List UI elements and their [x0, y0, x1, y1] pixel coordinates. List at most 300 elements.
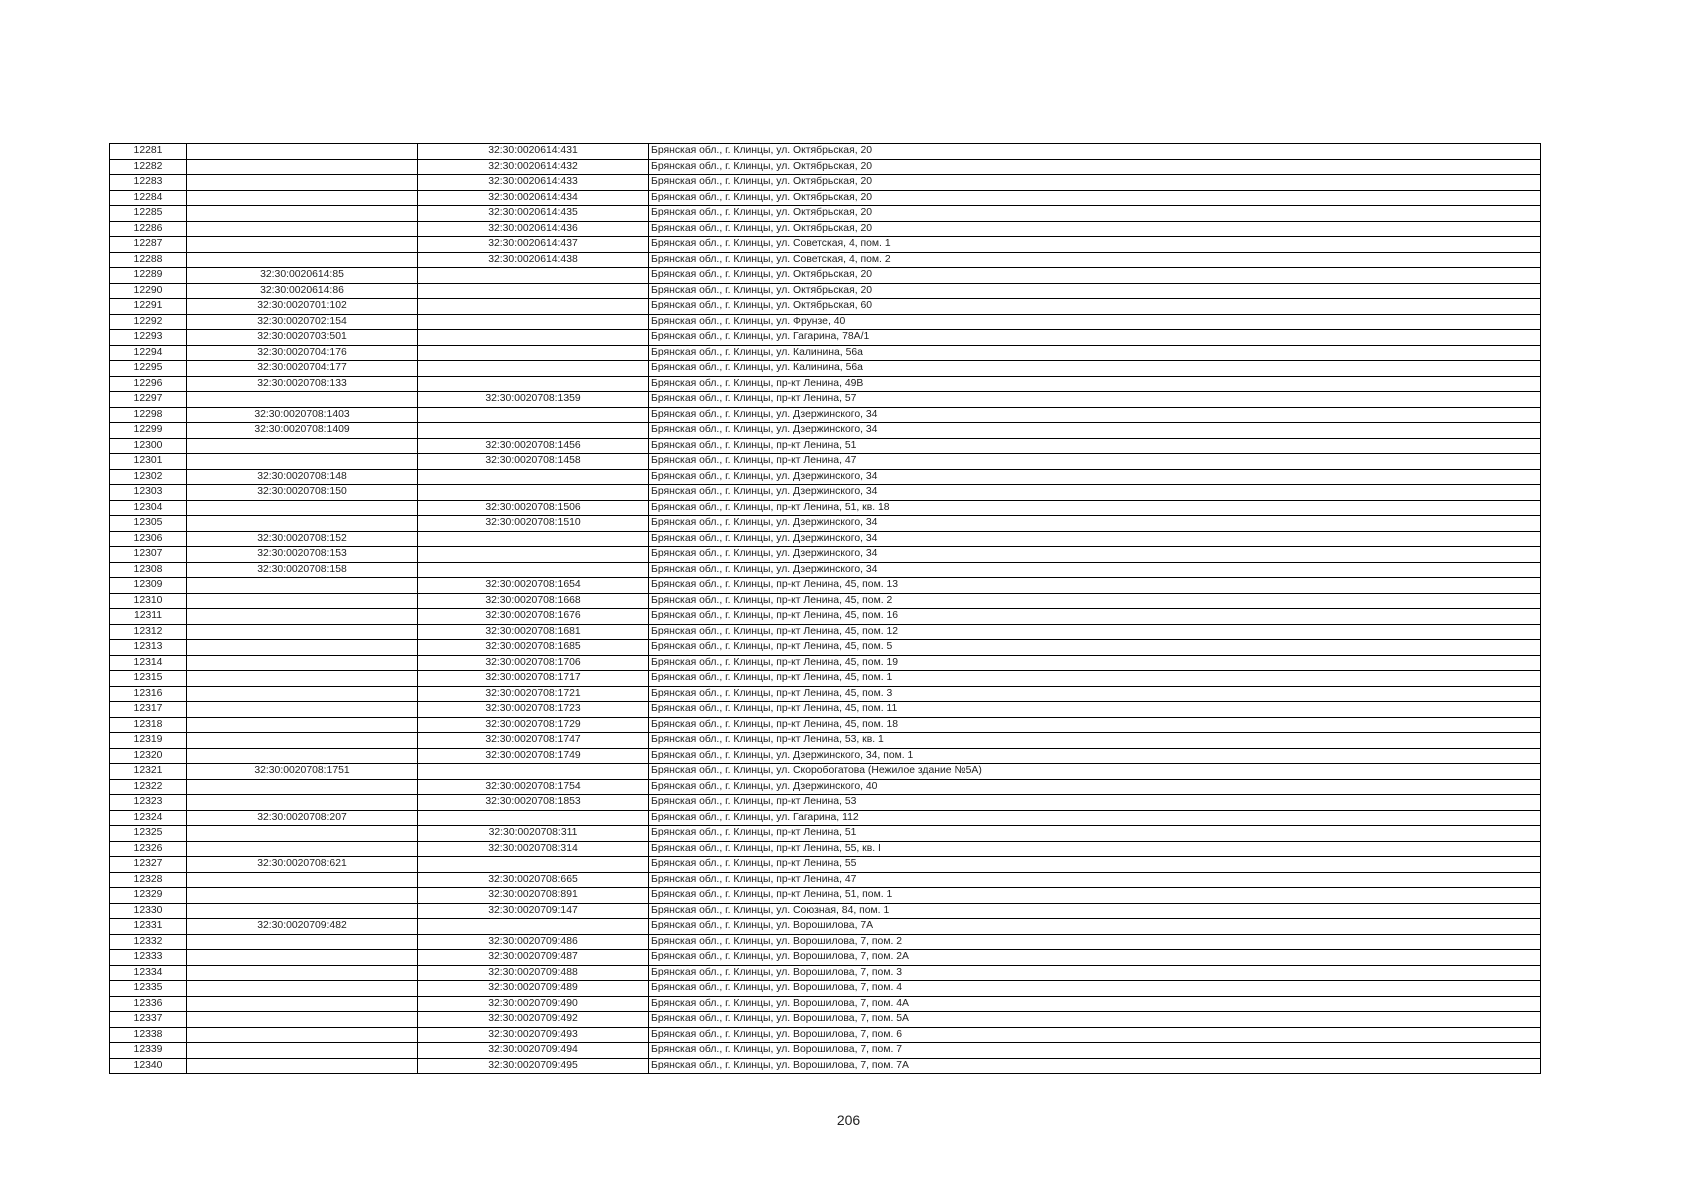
address-cell: Брянская обл., г. Клинцы, ул. Ворошилова, 7, пом. 6 [649, 1027, 1541, 1043]
table-row [110, 1043, 1541, 1059]
address-cell: Брянская обл., г. Клинцы, ул. Октябрьская, 20 [649, 175, 1541, 191]
cadastral-number-cell [187, 981, 418, 997]
cadastral-number-cell [187, 206, 418, 222]
row-number-cell: 12285 [110, 206, 187, 222]
cadastral-number-cell [187, 733, 418, 749]
row-number-cell: 12322 [110, 779, 187, 795]
address-cell: Брянская обл., г. Клинцы, ул. Дзержинского, 34 [649, 469, 1541, 485]
table-row [110, 144, 1541, 160]
cadastral-number-cell [187, 175, 418, 191]
registry-table-container [109, 143, 1541, 1074]
cadastral-number-cell [187, 826, 418, 842]
cadastral-number-premises-cell [418, 857, 649, 873]
row-number-cell: 12293 [110, 330, 187, 346]
address-cell: Брянская обл., г. Клинцы, ул. Союзная, 84, пом. 1 [649, 903, 1541, 919]
row-number-cell: 12282 [110, 159, 187, 175]
address-cell: Брянская обл., г. Клинцы, пр-кт Ленина, 45, пом. 5 [649, 640, 1541, 656]
cadastral-number-premises-cell [418, 345, 649, 361]
cadastral-number-premises-cell [418, 469, 649, 485]
table-row [110, 531, 1541, 547]
cadastral-number-premises-cell: 32:30:0020708:891 [418, 888, 649, 904]
table-row [110, 159, 1541, 175]
cadastral-number-premises-cell [418, 299, 649, 315]
row-number-cell: 12319 [110, 733, 187, 749]
address-cell: Брянская обл., г. Клинцы, пр-кт Ленина, 55, кв. I [649, 841, 1541, 857]
cadastral-number-premises-cell [418, 423, 649, 439]
cadastral-number-premises-cell: 32:30:0020709:147 [418, 903, 649, 919]
table-row [110, 996, 1541, 1012]
table-row [110, 454, 1541, 470]
address-cell: Брянская обл., г. Клинцы, пр-кт Ленина, 51, кв. 18 [649, 500, 1541, 516]
row-number-cell: 12288 [110, 252, 187, 268]
cadastral-number-cell [187, 593, 418, 609]
table-row [110, 206, 1541, 222]
address-cell: Брянская обл., г. Клинцы, ул. Дзержинского, 34 [649, 562, 1541, 578]
table-row [110, 423, 1541, 439]
cadastral-number-premises-cell: 32:30:0020708:1754 [418, 779, 649, 795]
table-row [110, 1012, 1541, 1028]
table-row [110, 268, 1541, 284]
row-number-cell: 12283 [110, 175, 187, 191]
row-number-cell: 12307 [110, 547, 187, 563]
cadastral-number-premises-cell: 32:30:0020709:495 [418, 1058, 649, 1074]
address-cell: Брянская обл., г. Клинцы, ул. Октябрьская, 20 [649, 268, 1541, 284]
table-row [110, 965, 1541, 981]
table-row [110, 826, 1541, 842]
table-row [110, 407, 1541, 423]
cadastral-number-premises-cell [418, 810, 649, 826]
cadastral-number-cell [187, 702, 418, 718]
address-cell: Брянская обл., г. Клинцы, ул. Советская, 4, пом. 2 [649, 252, 1541, 268]
cadastral-number-premises-cell: 32:30:0020708:314 [418, 841, 649, 857]
cadastral-number-cell: 32:30:0020708:158 [187, 562, 418, 578]
row-number-cell: 12286 [110, 221, 187, 237]
table-row [110, 438, 1541, 454]
cadastral-number-cell: 32:30:0020704:176 [187, 345, 418, 361]
address-cell: Брянская обл., г. Клинцы, ул. Ворошилова, 7, пом. 2А [649, 950, 1541, 966]
cadastral-number-cell [187, 252, 418, 268]
cadastral-number-premises-cell: 32:30:0020709:493 [418, 1027, 649, 1043]
cadastral-number-cell [187, 950, 418, 966]
address-cell: Брянская обл., г. Клинцы, ул. Дзержинского, 34 [649, 485, 1541, 501]
cadastral-number-premises-cell: 32:30:0020709:489 [418, 981, 649, 997]
cadastral-number-premises-cell: 32:30:0020708:311 [418, 826, 649, 842]
cadastral-number-premises-cell [418, 283, 649, 299]
row-number-cell: 12327 [110, 857, 187, 873]
address-cell: Брянская обл., г. Клинцы, пр-кт Ленина, 51, пом. 1 [649, 888, 1541, 904]
row-number-cell: 12301 [110, 454, 187, 470]
cadastral-number-cell: 32:30:0020709:482 [187, 919, 418, 935]
table-row [110, 516, 1541, 532]
cadastral-number-cell [187, 1058, 418, 1074]
cadastral-number-premises-cell: 32:30:0020709:492 [418, 1012, 649, 1028]
table-row [110, 779, 1541, 795]
row-number-cell: 12337 [110, 1012, 187, 1028]
cadastral-number-premises-cell [418, 407, 649, 423]
table-row [110, 934, 1541, 950]
cadastral-number-cell [187, 903, 418, 919]
row-number-cell: 12336 [110, 996, 187, 1012]
table-row [110, 872, 1541, 888]
cadastral-number-cell: 32:30:0020614:86 [187, 283, 418, 299]
table-row [110, 748, 1541, 764]
cadastral-number-cell [187, 1012, 418, 1028]
table-row [110, 733, 1541, 749]
cadastral-number-cell: 32:30:0020704:177 [187, 361, 418, 377]
row-number-cell: 12313 [110, 640, 187, 656]
table-row [110, 981, 1541, 997]
cadastral-number-premises-cell: 32:30:0020614:434 [418, 190, 649, 206]
table-row [110, 919, 1541, 935]
cadastral-number-cell [187, 1027, 418, 1043]
address-cell: Брянская обл., г. Клинцы, ул. Ворошилова, 7, пом. 7А [649, 1058, 1541, 1074]
cadastral-number-cell [187, 578, 418, 594]
cadastral-number-premises-cell [418, 919, 649, 935]
table-row [110, 252, 1541, 268]
address-cell: Брянская обл., г. Клинцы, ул. Ворошилова, 7, пом. 3 [649, 965, 1541, 981]
address-cell: Брянская обл., г. Клинцы, пр-кт Ленина, 45, пом. 3 [649, 686, 1541, 702]
table-row [110, 562, 1541, 578]
row-number-cell: 12295 [110, 361, 187, 377]
row-number-cell: 12330 [110, 903, 187, 919]
table-row [110, 376, 1541, 392]
cadastral-number-premises-cell: 32:30:0020709:490 [418, 996, 649, 1012]
address-cell: Брянская обл., г. Клинцы, пр-кт Ленина, 45, пом. 16 [649, 609, 1541, 625]
address-cell: Брянская обл., г. Клинцы, пр-кт Ленина, 53, кв. 1 [649, 733, 1541, 749]
table-row [110, 330, 1541, 346]
cadastral-number-cell: 32:30:0020708:153 [187, 547, 418, 563]
table-row [110, 345, 1541, 361]
cadastral-number-cell: 32:30:0020708:150 [187, 485, 418, 501]
address-cell: Брянская обл., г. Клинцы, ул. Гагарина, 112 [649, 810, 1541, 826]
cadastral-number-premises-cell: 32:30:0020708:1723 [418, 702, 649, 718]
cadastral-number-premises-cell: 32:30:0020708:1721 [418, 686, 649, 702]
cadastral-number-premises-cell: 32:30:0020708:1359 [418, 392, 649, 408]
cadastral-number-premises-cell [418, 562, 649, 578]
table-row [110, 547, 1541, 563]
row-number-cell: 12281 [110, 144, 187, 160]
row-number-cell: 12317 [110, 702, 187, 718]
cadastral-number-cell: 32:30:0020702:154 [187, 314, 418, 330]
table-row [110, 640, 1541, 656]
table-row [110, 1058, 1541, 1074]
cadastral-number-premises-cell: 32:30:0020708:1510 [418, 516, 649, 532]
address-cell: Брянская обл., г. Клинцы, ул. Октябрьская, 20 [649, 144, 1541, 160]
cadastral-number-premises-cell: 32:30:0020708:1681 [418, 624, 649, 640]
table-row [110, 314, 1541, 330]
table-row [110, 950, 1541, 966]
address-cell: Брянская обл., г. Клинцы, ул. Ворошилова, 7А [649, 919, 1541, 935]
table-row [110, 841, 1541, 857]
address-cell: Брянская обл., г. Клинцы, пр-кт Ленина, 53 [649, 795, 1541, 811]
table-row [110, 702, 1541, 718]
row-number-cell: 12309 [110, 578, 187, 594]
row-number-cell: 12324 [110, 810, 187, 826]
cadastral-number-premises-cell: 32:30:0020708:1706 [418, 655, 649, 671]
row-number-cell: 12323 [110, 795, 187, 811]
cadastral-number-cell [187, 748, 418, 764]
cadastral-number-cell [187, 841, 418, 857]
cadastral-number-premises-cell [418, 376, 649, 392]
address-cell: Брянская обл., г. Клинцы, ул. Калинина, 56а [649, 345, 1541, 361]
cadastral-number-premises-cell: 32:30:0020709:486 [418, 934, 649, 950]
cadastral-number-premises-cell: 32:30:0020708:1749 [418, 748, 649, 764]
table-row [110, 485, 1541, 501]
cadastral-number-premises-cell: 32:30:0020614:436 [418, 221, 649, 237]
cadastral-number-premises-cell: 32:30:0020708:1685 [418, 640, 649, 656]
row-number-cell: 12325 [110, 826, 187, 842]
cadastral-number-premises-cell: 32:30:0020708:1668 [418, 593, 649, 609]
address-cell: Брянская обл., г. Клинцы, пр-кт Ленина, 45, пом. 13 [649, 578, 1541, 594]
address-cell: Брянская обл., г. Клинцы, ул. Дзержинского, 34 [649, 547, 1541, 563]
cadastral-number-cell: 32:30:0020614:85 [187, 268, 418, 284]
table-row [110, 500, 1541, 516]
registry-table [109, 143, 1541, 1074]
row-number-cell: 12331 [110, 919, 187, 935]
row-number-cell: 12321 [110, 764, 187, 780]
table-row [110, 1027, 1541, 1043]
cadastral-number-cell [187, 965, 418, 981]
row-number-cell: 12300 [110, 438, 187, 454]
address-cell: Брянская обл., г. Клинцы, пр-кт Ленина, 49В [649, 376, 1541, 392]
row-number-cell: 12302 [110, 469, 187, 485]
cadastral-number-cell [187, 237, 418, 253]
address-cell: Брянская обл., г. Клинцы, пр-кт Ленина, 57 [649, 392, 1541, 408]
row-number-cell: 12318 [110, 717, 187, 733]
table-row [110, 190, 1541, 206]
row-number-cell: 12334 [110, 965, 187, 981]
cadastral-number-cell [187, 655, 418, 671]
cadastral-number-cell [187, 609, 418, 625]
address-cell: Брянская обл., г. Клинцы, ул. Ворошилова, 7, пом. 4А [649, 996, 1541, 1012]
row-number-cell: 12335 [110, 981, 187, 997]
address-cell: Брянская обл., г. Клинцы, пр-кт Ленина, 45, пом. 12 [649, 624, 1541, 640]
cadastral-number-cell [187, 779, 418, 795]
address-cell: Брянская обл., г. Клинцы, ул. Дзержинского, 34 [649, 531, 1541, 547]
registry-table-body [110, 144, 1541, 1074]
table-row [110, 655, 1541, 671]
cadastral-number-cell [187, 624, 418, 640]
cadastral-number-premises-cell [418, 547, 649, 563]
row-number-cell: 12310 [110, 593, 187, 609]
cadastral-number-premises-cell: 32:30:0020708:1506 [418, 500, 649, 516]
address-cell: Брянская обл., г. Клинцы, ул. Гагарина, 78А/1 [649, 330, 1541, 346]
address-cell: Брянская обл., г. Клинцы, пр-кт Ленина, 45, пом. 1 [649, 671, 1541, 687]
row-number-cell: 12338 [110, 1027, 187, 1043]
cadastral-number-premises-cell: 32:30:0020614:433 [418, 175, 649, 191]
table-row [110, 299, 1541, 315]
address-cell: Брянская обл., г. Клинцы, ул. Дзержинского, 34 [649, 407, 1541, 423]
cadastral-number-premises-cell: 32:30:0020709:487 [418, 950, 649, 966]
cadastral-number-cell [187, 454, 418, 470]
row-number-cell: 12292 [110, 314, 187, 330]
cadastral-number-cell: 32:30:0020708:1403 [187, 407, 418, 423]
row-number-cell: 12340 [110, 1058, 187, 1074]
cadastral-number-cell [187, 717, 418, 733]
row-number-cell: 12314 [110, 655, 187, 671]
cadastral-number-cell: 32:30:0020708:152 [187, 531, 418, 547]
row-number-cell: 12306 [110, 531, 187, 547]
row-number-cell: 12316 [110, 686, 187, 702]
cadastral-number-premises-cell [418, 314, 649, 330]
row-number-cell: 12320 [110, 748, 187, 764]
cadastral-number-cell [187, 640, 418, 656]
address-cell: Брянская обл., г. Клинцы, пр-кт Ленина, 45, пом. 2 [649, 593, 1541, 609]
table-row [110, 903, 1541, 919]
address-cell: Брянская обл., г. Клинцы, ул. Октябрьская, 20 [649, 283, 1541, 299]
row-number-cell: 12329 [110, 888, 187, 904]
row-number-cell: 12339 [110, 1043, 187, 1059]
address-cell: Брянская обл., г. Клинцы, ул. Дзержинского, 34 [649, 423, 1541, 439]
row-number-cell: 12290 [110, 283, 187, 299]
table-row [110, 593, 1541, 609]
cadastral-number-premises-cell: 32:30:0020614:431 [418, 144, 649, 160]
table-row [110, 175, 1541, 191]
address-cell: Брянская обл., г. Клинцы, ул. Ворошилова, 7, пом. 7 [649, 1043, 1541, 1059]
cadastral-number-premises-cell: 32:30:0020709:488 [418, 965, 649, 981]
cadastral-number-cell [187, 888, 418, 904]
address-cell: Брянская обл., г. Клинцы, пр-кт Ленина, 47 [649, 454, 1541, 470]
address-cell: Брянская обл., г. Клинцы, ул. Ворошилова, 7, пом. 5А [649, 1012, 1541, 1028]
cadastral-number-cell [187, 144, 418, 160]
table-row [110, 764, 1541, 780]
cadastral-number-cell [187, 1043, 418, 1059]
cadastral-number-premises-cell: 32:30:0020708:1676 [418, 609, 649, 625]
row-number-cell: 12328 [110, 872, 187, 888]
cadastral-number-premises-cell: 32:30:0020614:438 [418, 252, 649, 268]
cadastral-number-premises-cell: 32:30:0020708:1458 [418, 454, 649, 470]
row-number-cell: 12305 [110, 516, 187, 532]
row-number-cell: 12326 [110, 841, 187, 857]
row-number-cell: 12298 [110, 407, 187, 423]
row-number-cell: 12308 [110, 562, 187, 578]
cadastral-number-cell [187, 438, 418, 454]
table-row [110, 857, 1541, 873]
cadastral-number-cell [187, 190, 418, 206]
table-row [110, 283, 1541, 299]
cadastral-number-premises-cell [418, 361, 649, 377]
address-cell: Брянская обл., г. Клинцы, ул. Дзержинского, 40 [649, 779, 1541, 795]
page-number: 206 [836, 1112, 861, 1128]
table-row [110, 795, 1541, 811]
row-number-cell: 12312 [110, 624, 187, 640]
cadastral-number-premises-cell: 32:30:0020708:1654 [418, 578, 649, 594]
cadastral-number-premises-cell: 32:30:0020708:665 [418, 872, 649, 888]
cadastral-number-premises-cell: 32:30:0020708:1853 [418, 795, 649, 811]
cadastral-number-premises-cell: 32:30:0020708:1729 [418, 717, 649, 733]
row-number-cell: 12297 [110, 392, 187, 408]
address-cell: Брянская обл., г. Клинцы, ул. Калинина, 56а [649, 361, 1541, 377]
row-number-cell: 12291 [110, 299, 187, 315]
table-row [110, 686, 1541, 702]
address-cell: Брянская обл., г. Клинцы, ул. Октябрьская, 20 [649, 190, 1541, 206]
cadastral-number-premises-cell [418, 764, 649, 780]
row-number-cell: 12303 [110, 485, 187, 501]
table-row [110, 221, 1541, 237]
row-number-cell: 12333 [110, 950, 187, 966]
address-cell: Брянская обл., г. Клинцы, ул. Октябрьская, 20 [649, 221, 1541, 237]
address-cell: Брянская обл., г. Клинцы, пр-кт Ленина, 51 [649, 438, 1541, 454]
address-cell: Брянская обл., г. Клинцы, ул. Октябрьская, 20 [649, 206, 1541, 222]
cadastral-number-cell: 32:30:0020708:148 [187, 469, 418, 485]
row-number-cell: 12284 [110, 190, 187, 206]
table-row [110, 717, 1541, 733]
cadastral-number-cell [187, 221, 418, 237]
row-number-cell: 12289 [110, 268, 187, 284]
address-cell: Брянская обл., г. Клинцы, пр-кт Ленина, 51 [649, 826, 1541, 842]
cadastral-number-cell: 32:30:0020708:133 [187, 376, 418, 392]
address-cell: Брянская обл., г. Клинцы, пр-кт Ленина, 45, пом. 19 [649, 655, 1541, 671]
cadastral-number-premises-cell: 32:30:0020708:1456 [418, 438, 649, 454]
cadastral-number-premises-cell: 32:30:0020614:437 [418, 237, 649, 253]
address-cell: Брянская обл., г. Клинцы, ул. Дзержинского, 34, пом. 1 [649, 748, 1541, 764]
table-row [110, 624, 1541, 640]
address-cell: Брянская обл., г. Клинцы, ул. Советская, 4, пом. 1 [649, 237, 1541, 253]
cadastral-number-cell: 32:30:0020708:1751 [187, 764, 418, 780]
cadastral-number-cell: 32:30:0020703:501 [187, 330, 418, 346]
cadastral-number-cell [187, 159, 418, 175]
cadastral-number-cell: 32:30:0020708:621 [187, 857, 418, 873]
address-cell: Брянская обл., г. Клинцы, ул. Фрунзе, 40 [649, 314, 1541, 330]
row-number-cell: 12304 [110, 500, 187, 516]
cadastral-number-cell [187, 686, 418, 702]
cadastral-number-premises-cell: 32:30:0020708:1717 [418, 671, 649, 687]
cadastral-number-cell: 32:30:0020708:1409 [187, 423, 418, 439]
row-number-cell: 12299 [110, 423, 187, 439]
row-number-cell: 12296 [110, 376, 187, 392]
address-cell: Брянская обл., г. Клинцы, пр-кт Ленина, 45, пом. 18 [649, 717, 1541, 733]
table-row [110, 888, 1541, 904]
row-number-cell: 12315 [110, 671, 187, 687]
address-cell: Брянская обл., г. Клинцы, пр-кт Ленина, 47 [649, 872, 1541, 888]
cadastral-number-premises-cell: 32:30:0020614:432 [418, 159, 649, 175]
table-row [110, 609, 1541, 625]
cadastral-number-cell: 32:30:0020708:207 [187, 810, 418, 826]
cadastral-number-cell [187, 671, 418, 687]
cadastral-number-premises-cell [418, 330, 649, 346]
address-cell: Брянская обл., г. Клинцы, пр-кт Ленина, 45, пом. 11 [649, 702, 1541, 718]
address-cell: Брянская обл., г. Клинцы, ул. Октябрьская, 60 [649, 299, 1541, 315]
cadastral-number-cell [187, 934, 418, 950]
cadastral-number-cell [187, 516, 418, 532]
cadastral-number-premises-cell: 32:30:0020709:494 [418, 1043, 649, 1059]
address-cell: Брянская обл., г. Клинцы, ул. Дзержинского, 34 [649, 516, 1541, 532]
cadastral-number-premises-cell: 32:30:0020708:1747 [418, 733, 649, 749]
table-row [110, 671, 1541, 687]
cadastral-number-cell: 32:30:0020701:102 [187, 299, 418, 315]
table-row [110, 361, 1541, 377]
table-row [110, 469, 1541, 485]
row-number-cell: 12294 [110, 345, 187, 361]
cadastral-number-cell [187, 795, 418, 811]
address-cell: Брянская обл., г. Клинцы, пр-кт Ленина, 55 [649, 857, 1541, 873]
address-cell: Брянская обл., г. Клинцы, ул. Ворошилова, 7, пом. 2 [649, 934, 1541, 950]
address-cell: Брянская обл., г. Клинцы, ул. Скоробогатова (Нежилое здание №5А) [649, 764, 1541, 780]
cadastral-number-cell [187, 500, 418, 516]
cadastral-number-cell [187, 996, 418, 1012]
cadastral-number-premises-cell [418, 268, 649, 284]
cadastral-number-cell [187, 392, 418, 408]
address-cell: Брянская обл., г. Клинцы, ул. Ворошилова, 7, пом. 4 [649, 981, 1541, 997]
cadastral-number-premises-cell [418, 485, 649, 501]
cadastral-number-premises-cell [418, 531, 649, 547]
address-cell: Брянская обл., г. Клинцы, ул. Октябрьская, 20 [649, 159, 1541, 175]
row-number-cell: 12311 [110, 609, 187, 625]
table-row [110, 578, 1541, 594]
row-number-cell: 12332 [110, 934, 187, 950]
row-number-cell: 12287 [110, 237, 187, 253]
table-row [110, 810, 1541, 826]
